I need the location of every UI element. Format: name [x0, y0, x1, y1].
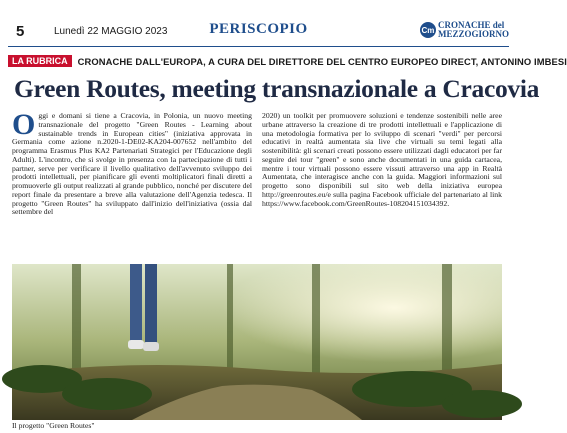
article-photo — [12, 264, 502, 420]
logo-line-1: CRONACHE del — [437, 20, 505, 30]
page-header — [8, 20, 509, 47]
page-number: 5 — [16, 23, 25, 40]
forest-path-illustration — [12, 264, 502, 420]
section-title: PERISCOPIO — [209, 21, 308, 37]
issue-date: Lunedì 22 MAGGIO 2023 — [54, 26, 168, 37]
article-column-1 — [12, 108, 252, 217]
article-column-2 — [262, 112, 502, 208]
article-headline: Green Routes, meeting transnazionale a Cracovia — [14, 74, 540, 103]
newspaper-logo — [420, 21, 509, 39]
logo-text — [438, 21, 509, 39]
logo-mark-icon: Cm — [420, 22, 436, 38]
article-column-1-text: ggi e domani si tiene a Cracovia, in Polonia, un nuovo meeting transnazionale del progetto "Green Routes - Learning about sustainable trends in European cities" (iniziativa approvata in Germania come azione n.2020-1-DE02-KA204-007652 nell'ambito del programma Erasmus Plus KA2 Partenariati Strategici per l'Educazione degli Adulti). L'incontro, che si svolge in presenza con la partecipazione di tutti i partner, serve per verificare il livello qualitativo dell'avvenuto sviluppo dei prodotti intellettuali, per pianificare gli eventi moltiplicatori finali diretti a promuoverle gli output realizzati al grande pubblico, nonché per discutere del report finale da presentare a breve alla valutazione dell'Agenzia tedesca. Il progetto "Green Routes" ha sviluppato dall'inizio dell'iniziativa (ossia dal settembre del — [12, 111, 252, 217]
article-caption: Il progetto "Green Routes" — [12, 421, 95, 430]
article-column-2-text: 2020) un toolkit per promuovere soluzioni e tendenze sostenibili nelle aree urbane attraverso la creazione di tre prodotti intellettuali e l'applicazione di una metodologia formativa per lo sviluppo di scenari "verdi" per percorsi educativi in realtà aumentata sia live che virtuali su temi legati alla sostenibilità: gli scenari creati possono essere utilizzati dagli educatori per far seguire dei tour "green" e sono anche documentati in una guida cartacea, mentre i tour virtuali possono essere vissuti attraverso una app in Realtà Aumentata, che interagisce anche con la guida. Maggiori informazioni sul progetto sono disponibili sul sito web della iniziativa europea http://greenroutes.eu/e sulla pagina Facebook ufficiale del partenariato al link https://www.facebook.com/GreenRoutes-108204151034392. — [262, 111, 502, 208]
drop-cap: O — [12, 108, 36, 141]
rubrica-row — [8, 54, 567, 68]
rubrica-label: LA RUBRICA — [8, 55, 72, 67]
logo-line-2: MEZZOGIORNO — [437, 29, 509, 39]
rubrica-text: CRONACHE DALL'EUROPA, A CURA DEL DIRETTORE DEL CENTRO EUROPEO DIRECT, ANTONINO IMBESI — [77, 55, 567, 67]
